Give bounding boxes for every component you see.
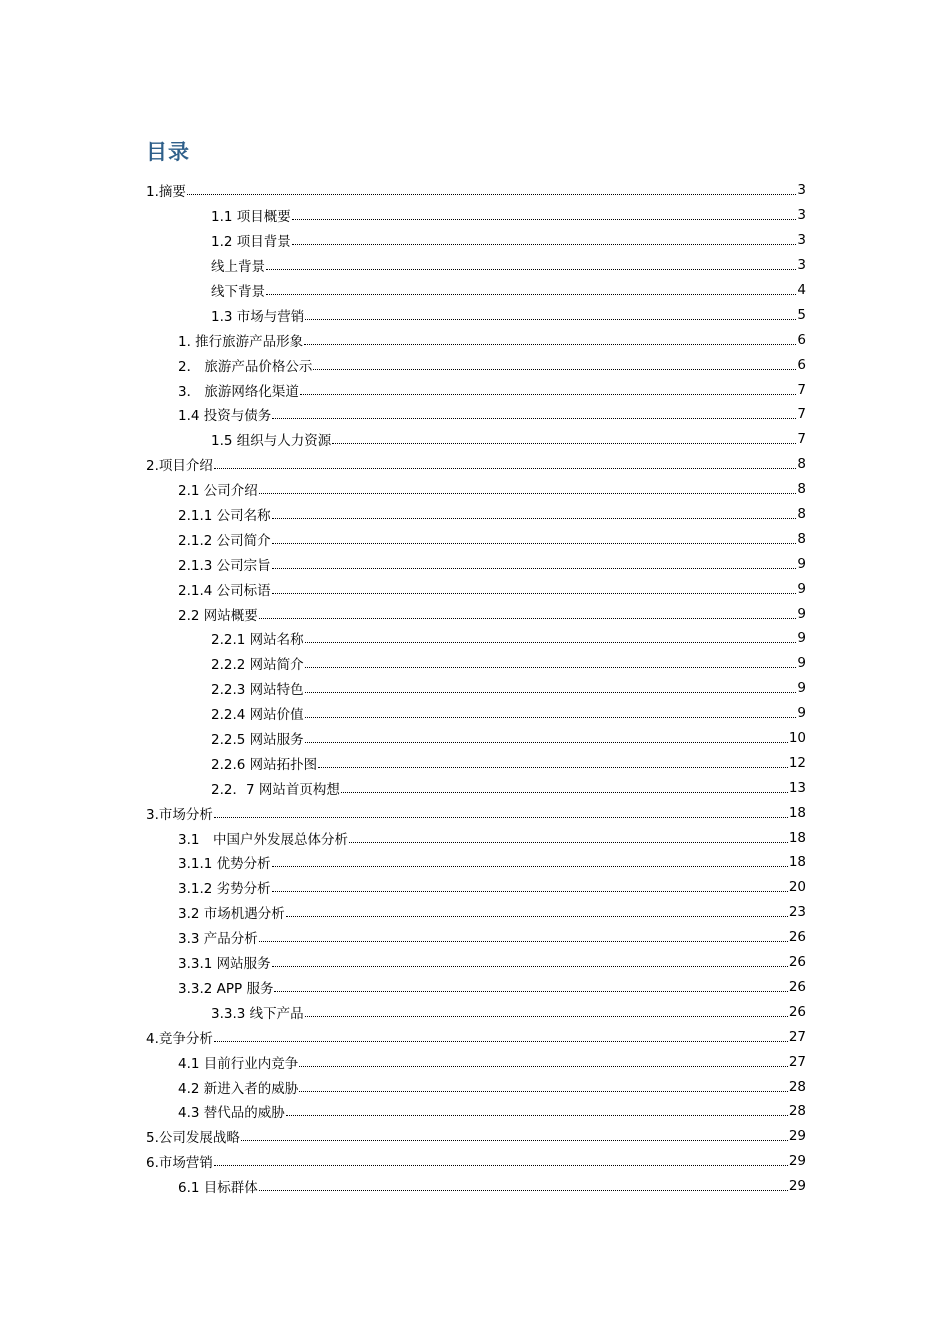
toc-dot-leader	[305, 308, 796, 322]
toc-entry-page-number: 29	[788, 1153, 806, 1170]
toc-entry-page-number: 4	[797, 282, 806, 298]
toc-entry-page-number: 3	[797, 207, 806, 224]
toc-entry-page-number: 8	[797, 530, 806, 547]
toc-dot-leader	[259, 607, 797, 621]
toc-entry-label: 1.3 市场与营销	[211, 308, 305, 325]
toc-entry-label: 2． 旅游产品价格公示	[178, 358, 313, 375]
toc-entry-label: 2.2.6 网站拓扑图	[211, 756, 318, 773]
toc-entry[interactable]	[0, 900, 806, 925]
toc-entry-label: 3.3.3 线下产品	[211, 1005, 304, 1022]
toc-dot-leader	[187, 183, 797, 197]
toc-entry[interactable]	[0, 750, 806, 775]
toc-dot-leader	[305, 706, 797, 720]
toc-entry-label: 4.3 替代品的威胁	[178, 1105, 285, 1122]
toc-entry-label: 线下背景	[211, 284, 265, 300]
toc-dot-leader	[274, 980, 787, 994]
toc-entry[interactable]	[0, 701, 806, 726]
toc-entry-label: 1. 推行旅游产品形象	[178, 333, 304, 350]
toc-entry-label: 3.1.2 劣势分析	[178, 881, 271, 898]
toc-dot-leader	[305, 681, 797, 695]
toc-dot-leader	[332, 432, 796, 446]
toc-entry[interactable]	[0, 601, 806, 626]
toc-entry-label: 4.竞争分析	[146, 1030, 213, 1047]
toc-entry[interactable]	[0, 302, 806, 327]
toc-entry-page-number: 9	[797, 580, 806, 597]
toc-dot-leader	[259, 1179, 788, 1193]
toc-entry[interactable]	[0, 1049, 806, 1074]
toc-entry[interactable]	[0, 203, 806, 228]
toc-entry[interactable]	[0, 676, 806, 701]
toc-dot-leader	[305, 656, 797, 670]
toc-entry-page-number: 3	[797, 182, 806, 199]
toc-entry-label: 6.1 目标群体	[178, 1180, 258, 1197]
toc-dot-leader	[214, 457, 797, 471]
toc-entry[interactable]	[0, 925, 806, 950]
toc-dot-leader	[286, 905, 788, 919]
toc-entry-label: 线上背景	[211, 259, 265, 276]
toc-dot-leader	[300, 383, 797, 397]
toc-entry-page-number: 29	[788, 1178, 806, 1195]
toc-entry-page-number: 7	[797, 406, 806, 423]
toc-entry[interactable]	[0, 228, 806, 253]
toc-entry-page-number: 12	[788, 754, 806, 771]
toc-entry[interactable]	[0, 178, 806, 203]
toc-entry[interactable]	[0, 526, 806, 551]
toc-dot-leader	[299, 1055, 788, 1069]
toc-list	[0, 178, 950, 1199]
toc-entry-page-number: 7	[797, 431, 806, 448]
toc-dot-leader	[272, 582, 797, 596]
toc-entry-label: 2.2.3 网站特色	[211, 682, 304, 699]
toc-entry[interactable]	[0, 576, 806, 601]
toc-entry-page-number: 9	[797, 655, 806, 672]
toc-entry-page-number: 27	[788, 1053, 806, 1070]
toc-entry-page-number: 29	[788, 1128, 806, 1145]
toc-entry[interactable]	[0, 1074, 806, 1099]
toc-entry[interactable]	[0, 975, 806, 1000]
toc-entry-page-number: 9	[797, 705, 806, 722]
toc-entry-page-number: 28	[788, 1103, 806, 1120]
toc-entry-label: 1.摘要	[146, 184, 186, 201]
toc-dot-leader	[292, 233, 797, 247]
toc-entry-page-number: 13	[788, 779, 806, 796]
toc-dot-leader	[305, 1005, 788, 1019]
toc-entry[interactable]	[0, 726, 806, 751]
toc-entry-label: 3.2 市场机遇分析	[178, 906, 285, 923]
toc-dot-leader	[305, 631, 797, 645]
toc-entry-page-number: 26	[788, 978, 806, 995]
toc-entry-label: 2.1.1 公司名称	[178, 508, 271, 525]
toc-entry[interactable]	[0, 278, 806, 303]
toc-dot-leader	[341, 781, 788, 795]
toc-entry-page-number: 27	[788, 1028, 806, 1045]
toc-entry-label: 3.1.1 优势分析	[178, 856, 271, 873]
toc-entry-page-number: 18	[788, 804, 806, 821]
toc-entry-page-number: 18	[788, 854, 806, 871]
toc-dot-leader	[272, 532, 797, 546]
toc-entry-page-number: 8	[797, 456, 806, 473]
toc-entry-label: 2.2 网站概要	[178, 607, 258, 624]
toc-dot-leader	[272, 407, 796, 421]
toc-dot-leader	[259, 482, 797, 496]
toc-dot-leader	[214, 1030, 788, 1044]
toc-entry[interactable]	[0, 352, 806, 377]
toc-entry-label: 3.3.2 APP 服务	[178, 980, 274, 997]
toc-entry-label: 3.市场分析	[146, 806, 213, 823]
toc-entry-label: 2.2.4 网站价值	[211, 707, 304, 724]
toc-entry-label: 4.2 新进入者的威胁	[178, 1080, 299, 1097]
toc-entry-page-number: 23	[788, 904, 806, 921]
toc-dot-leader	[313, 358, 796, 372]
toc-entry-label: 4.1 目前行业内竞争	[178, 1055, 299, 1072]
toc-entry-label: 5.公司发展战略	[146, 1130, 240, 1147]
toc-entry-page-number: 6	[797, 356, 806, 373]
toc-entry-label: 2.2．7 网站首页构想	[211, 781, 340, 798]
toc-dot-leader	[299, 1080, 788, 1094]
toc-entry[interactable]	[0, 1174, 806, 1199]
toc-title: 目录	[146, 140, 190, 164]
toc-entry-label: 2.项目介绍	[146, 458, 213, 475]
toc-entry-label: 3.1 中国户外发展总体分析	[178, 831, 348, 848]
toc-entry-label: 2.2.2 网站简介	[211, 657, 304, 674]
toc-entry-page-number: 10	[788, 730, 806, 747]
toc-dot-leader	[304, 333, 796, 347]
toc-entry-page-number: 9	[797, 605, 806, 622]
toc-entry-page-number: 9	[797, 630, 806, 647]
toc-entry[interactable]	[0, 427, 806, 452]
toc-entry-page-number: 18	[788, 829, 806, 846]
toc-entry[interactable]	[0, 502, 806, 527]
toc-dot-leader	[272, 557, 797, 571]
toc-entry[interactable]	[0, 800, 806, 825]
toc-entry[interactable]	[0, 1099, 806, 1124]
toc-entry[interactable]	[0, 452, 806, 477]
toc-entry[interactable]	[0, 402, 806, 427]
toc-entry[interactable]	[0, 1124, 806, 1149]
toc-entry-page-number: 28	[788, 1078, 806, 1095]
toc-entry[interactable]	[0, 377, 806, 402]
toc-dot-leader	[214, 1154, 788, 1168]
toc-entry-label: 3.3.1 网站服务	[178, 956, 271, 973]
toc-entry-label: 1.2 项目背景	[211, 234, 291, 251]
toc-entry-label: 1.4 投资与债务	[178, 408, 272, 425]
toc-entry-label: 2.2.1 网站名称	[211, 632, 304, 649]
toc-entry-label: 1.1 项目概要	[211, 209, 291, 226]
toc-entry-page-number: 3	[797, 232, 806, 249]
toc-entry-page-number: 26	[788, 1003, 806, 1020]
toc-entry-page-number: 8	[797, 506, 806, 523]
toc-entry[interactable]	[0, 1149, 806, 1174]
toc-entry[interactable]	[0, 950, 806, 975]
toc-dot-leader	[214, 806, 788, 820]
toc-dot-leader	[286, 1104, 788, 1118]
toc-dot-leader	[266, 283, 796, 297]
toc-entry-page-number: 6	[797, 331, 806, 348]
toc-dot-leader	[272, 507, 797, 521]
toc-dot-leader	[241, 1129, 788, 1143]
toc-dot-leader	[349, 831, 788, 845]
toc-dot-leader	[305, 731, 788, 745]
toc-entry-label: 1.5 组织与人力资源	[211, 433, 332, 450]
toc-entry-label: 2.1.2 公司简介	[178, 532, 271, 549]
toc-entry-label: 6.市场营销	[146, 1155, 213, 1172]
toc-entry-page-number: 26	[788, 954, 806, 971]
toc-entry[interactable]	[0, 850, 806, 875]
toc-entry[interactable]	[0, 253, 806, 278]
toc-dot-leader	[318, 756, 788, 770]
toc-dot-leader	[266, 258, 796, 272]
toc-entry-page-number: 9	[797, 555, 806, 572]
toc-entry-page-number: 8	[797, 481, 806, 498]
toc-entry[interactable]	[0, 999, 806, 1024]
toc-entry[interactable]	[0, 477, 806, 502]
toc-entry-page-number: 3	[797, 257, 806, 274]
toc-entry-page-number: 7	[797, 381, 806, 398]
toc-entry-label: 3.3 产品分析	[178, 931, 258, 948]
toc-entry-page-number: 20	[788, 879, 806, 896]
toc-entry[interactable]	[0, 551, 806, 576]
toc-entry-label: 2.2.5 网站服务	[211, 732, 304, 749]
toc-entry-page-number: 26	[788, 929, 806, 946]
toc-entry[interactable]	[0, 626, 806, 651]
toc-dot-leader	[272, 855, 788, 869]
toc-dot-leader	[259, 930, 788, 944]
toc-entry[interactable]	[0, 651, 806, 676]
toc-entry-page-number: 9	[797, 680, 806, 697]
toc-entry-label: 2.1.3 公司宗旨	[178, 557, 271, 574]
toc-entry-label: 2.1 公司介绍	[178, 483, 258, 500]
toc-dot-leader	[272, 880, 788, 894]
toc-entry-label: 3． 旅游网络化渠道	[178, 383, 299, 400]
toc-entry[interactable]	[0, 875, 806, 900]
toc-entry[interactable]	[0, 1024, 806, 1049]
toc-entry-label: 2.1.4 公司标语	[178, 582, 271, 599]
toc-entry[interactable]	[0, 775, 806, 800]
toc-dot-leader	[292, 208, 797, 222]
toc-entry[interactable]	[0, 825, 806, 850]
toc-dot-leader	[272, 955, 788, 969]
toc-entry[interactable]	[0, 327, 806, 352]
toc-entry-page-number: 5	[797, 306, 806, 323]
